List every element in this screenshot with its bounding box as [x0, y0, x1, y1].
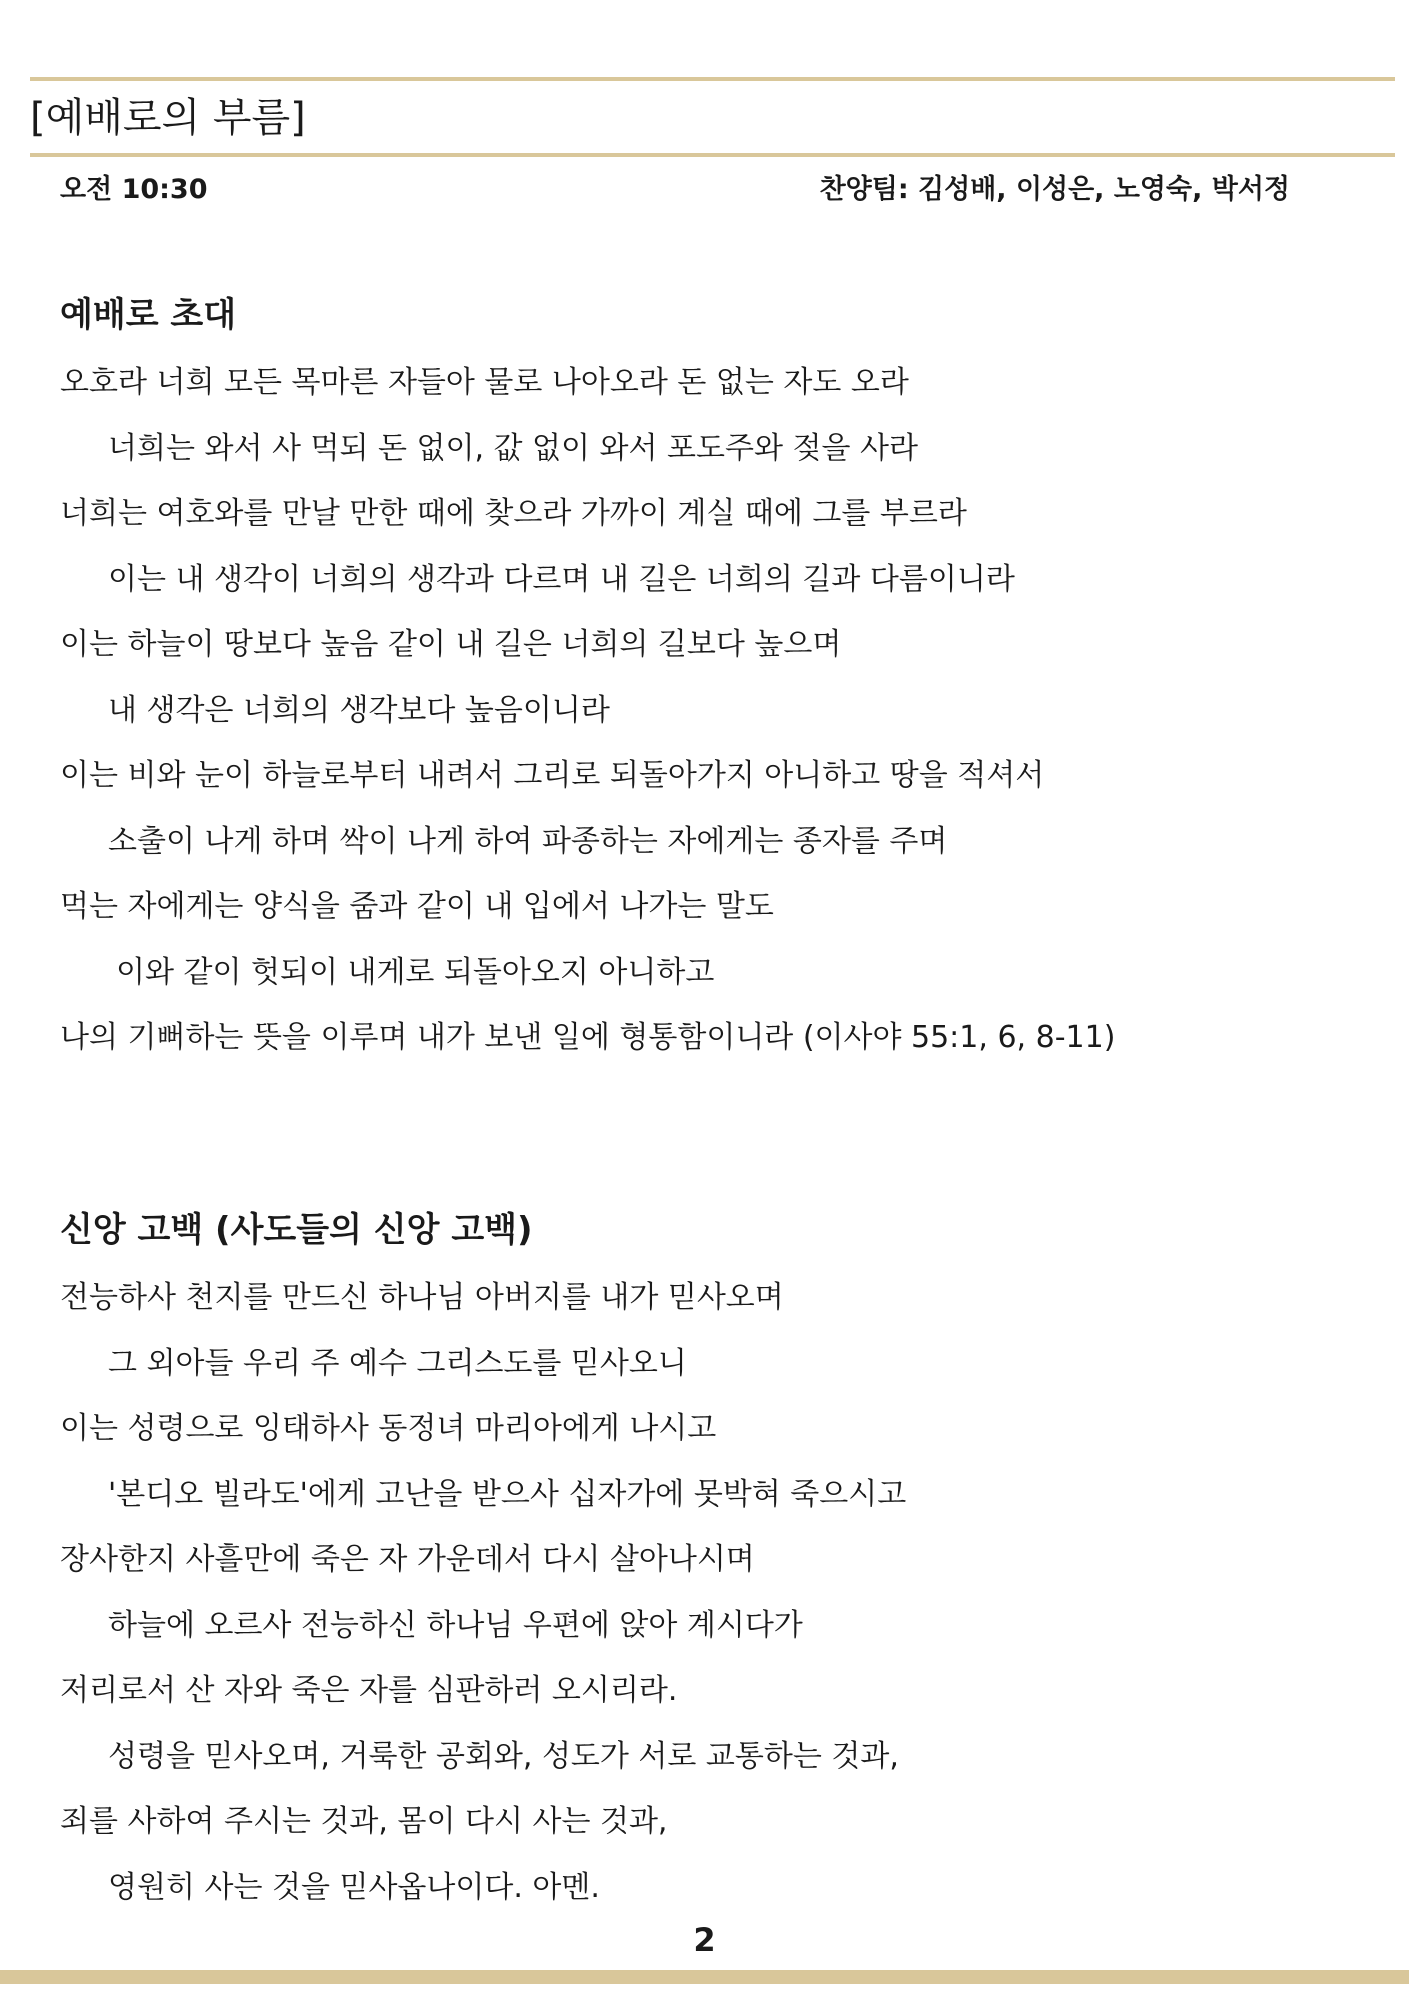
verse-line: 오호라 너희 모든 목마른 자들아 물로 나아오라 돈 없는 자도 오라 [60, 365, 909, 400]
creed-line: 장사한지 사흘만에 죽은 자 가운데서 다시 살아나시며 [60, 1542, 755, 1577]
section-heading: 예배로 초대 [60, 295, 237, 335]
service-time: 오전 10:30 [60, 174, 208, 205]
service-info [60, 168, 1290, 212]
top-divider [30, 77, 1395, 81]
verse-line: 나의 기뻐하는 뜻을 이루며 내가 보낸 일에 형통함이니라 (이사야 55:1, 6, 8-11) [60, 1020, 1116, 1055]
page-title: [예배로의 부름] [30, 95, 306, 141]
verse-line: 이와 같이 헛되이 내게로 되돌아오지 아니하고 [116, 954, 715, 990]
worship-team: 찬양팀: 김성배, 이성은, 노영숙, 박서정 [819, 174, 1290, 205]
creed-line: 성령을 믿사오며, 거룩한 공회와, 성도가 서로 교통하는 것과, [108, 1738, 899, 1774]
verse-line: 소출이 나게 하며 싹이 나게 하여 파종하는 자에게는 종자를 주며 [108, 823, 948, 859]
verse-lines [60, 350, 1360, 1071]
creed-line: 영원히 사는 것을 믿사옵나이다. 아멘. [108, 1869, 600, 1905]
creed-line: 죄를 사하여 주시는 것과, 몸이 다시 사는 것과, [60, 1804, 668, 1839]
creed-line: '본디오 빌라도'에게 고난을 받으사 십자가에 못박혀 죽으시고 [108, 1476, 907, 1512]
creed-line: 저리로서 산 자와 죽은 자를 심판하러 오시리라. [60, 1673, 678, 1708]
page-number: 2 [693, 1921, 716, 1959]
verse-line: 이는 내 생각이 너희의 생각과 다르며 내 길은 너희의 길과 다름이니라 [108, 561, 1015, 597]
creed-line: 그 외아들 우리 주 예수 그리스도를 믿사오니 [108, 1345, 687, 1381]
creed-line: 하늘에 오르사 전능하신 하나님 우편에 앉아 계시다가 [108, 1607, 803, 1643]
creed-section [60, 1203, 1360, 1920]
verse-line: 너희는 와서 사 먹되 돈 없이, 값 없이 와서 포도주와 젖을 사라 [108, 430, 918, 466]
verse-line: 너희는 여호와를 만날 만한 때에 찾으라 가까이 계실 때에 그를 부르라 [60, 496, 967, 531]
invitation-section [60, 288, 1360, 1071]
creed-lines [60, 1265, 1360, 1920]
creed-line: 이는 성령으로 잉태하사 동정녀 마리아에게 나시고 [60, 1411, 717, 1446]
section-heading: 신앙 고백 (사도들의 신앙 고백) [60, 1210, 533, 1250]
verse-line: 이는 비와 눈이 하늘로부터 내려서 그리로 되돌아가지 아니하고 땅을 적셔서 [60, 758, 1045, 793]
verse-line: 이는 하늘이 땅보다 높음 같이 내 길은 너희의 길보다 높으며 [60, 627, 842, 662]
creed-line: 전능하사 천지를 만드신 하나님 아버지를 내가 믿사오며 [60, 1280, 784, 1315]
verse-line: 내 생각은 너희의 생각보다 높음이니라 [108, 692, 610, 728]
bottom-divider [0, 1970, 1409, 1984]
title-divider [30, 153, 1395, 157]
verse-line: 먹는 자에게는 양식을 줌과 같이 내 입에서 나가는 말도 [60, 889, 774, 924]
